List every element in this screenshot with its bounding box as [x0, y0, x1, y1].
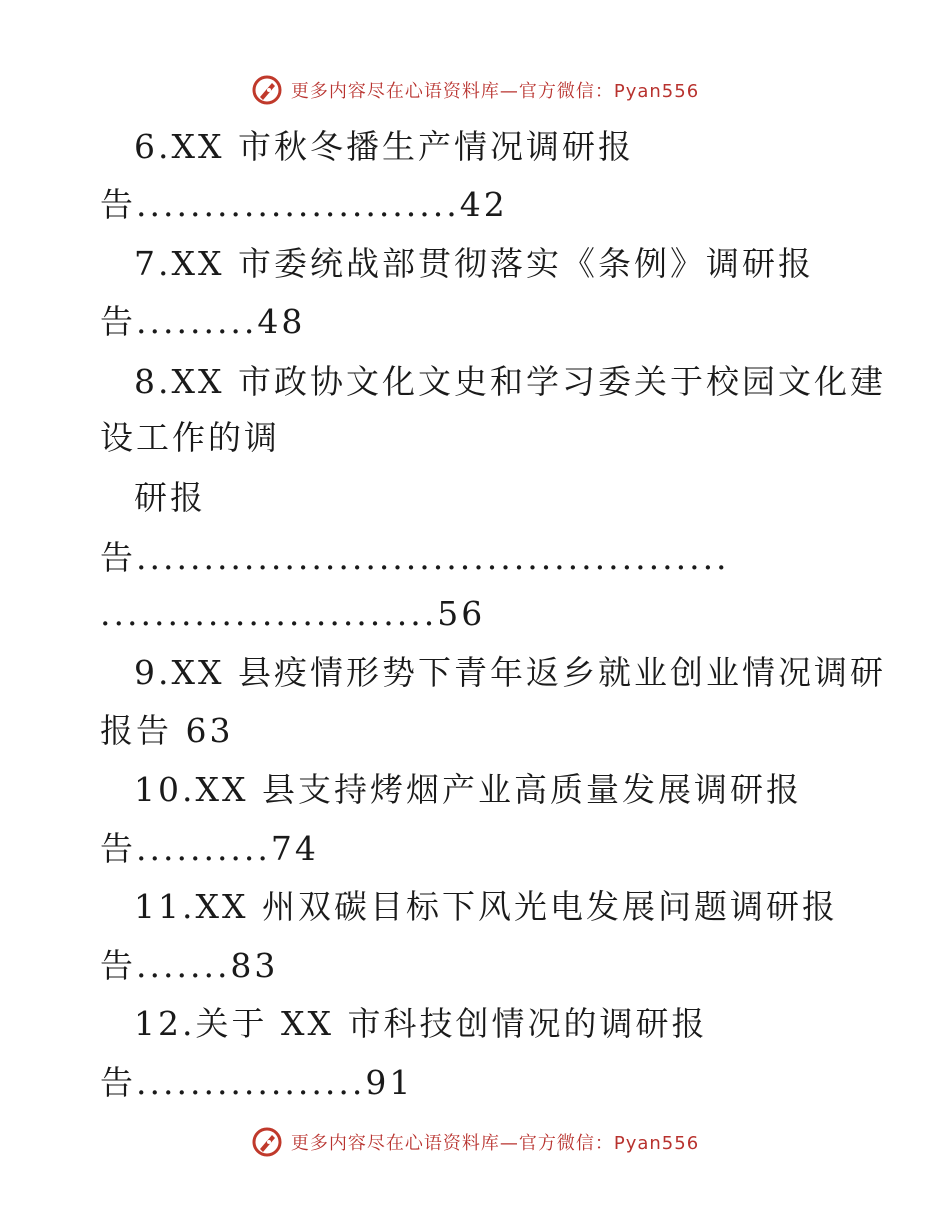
toc-entry-6-title: 6.XX 市秋冬播生产情况调研报	[134, 127, 634, 166]
toc-entry-9-title: 9.XX 县疫情形势下青年返乡就业创业情况调研	[134, 653, 886, 692]
toc-entry-7-page: 告.........48	[100, 302, 306, 341]
toc-entry-7-title: 7.XX 市委统战部贯彻落实《条例》调研报	[134, 244, 814, 283]
pen-logo-icon	[251, 74, 283, 106]
header-watermark-banner	[0, 70, 950, 110]
toc-entry-9-page: 报告 63	[100, 711, 234, 750]
pen-logo-icon	[251, 1126, 283, 1158]
toc-entry-11-page: 告.......83	[100, 946, 279, 985]
toc-entry-11-title: 11.XX 州双碳目标下风光电发展问题调研报	[134, 887, 838, 926]
toc-entry-10-title: 10.XX 县支持烤烟产业高质量发展调研报	[134, 770, 802, 809]
toc-entry-8-leader: 告............................................	[100, 538, 730, 577]
toc-entry-12-page: 告.................91	[100, 1063, 414, 1102]
watermark-text: 更多内容尽在心语资料库—官方微信：Pyan556	[290, 81, 700, 102]
toc-entry-12-title: 12.关于 XX 市科技创情况的调研报	[134, 1004, 708, 1043]
toc-entry-6-page: 告........................42	[100, 185, 508, 224]
toc-entry-8-page: .........................56	[100, 594, 486, 633]
toc-entry-8-title-cont: 设工作的调	[100, 418, 280, 457]
toc-entry-8-title-cont2: 研报	[134, 478, 206, 517]
toc-entry-8-title: 8.XX 市政协文化文史和学习委关于校园文化建	[134, 362, 886, 401]
watermark-text: 更多内容尽在心语资料库—官方微信：Pyan556	[290, 1133, 700, 1154]
footer-watermark-banner	[0, 1122, 950, 1162]
toc-entry-10-page: 告..........74	[100, 829, 319, 868]
